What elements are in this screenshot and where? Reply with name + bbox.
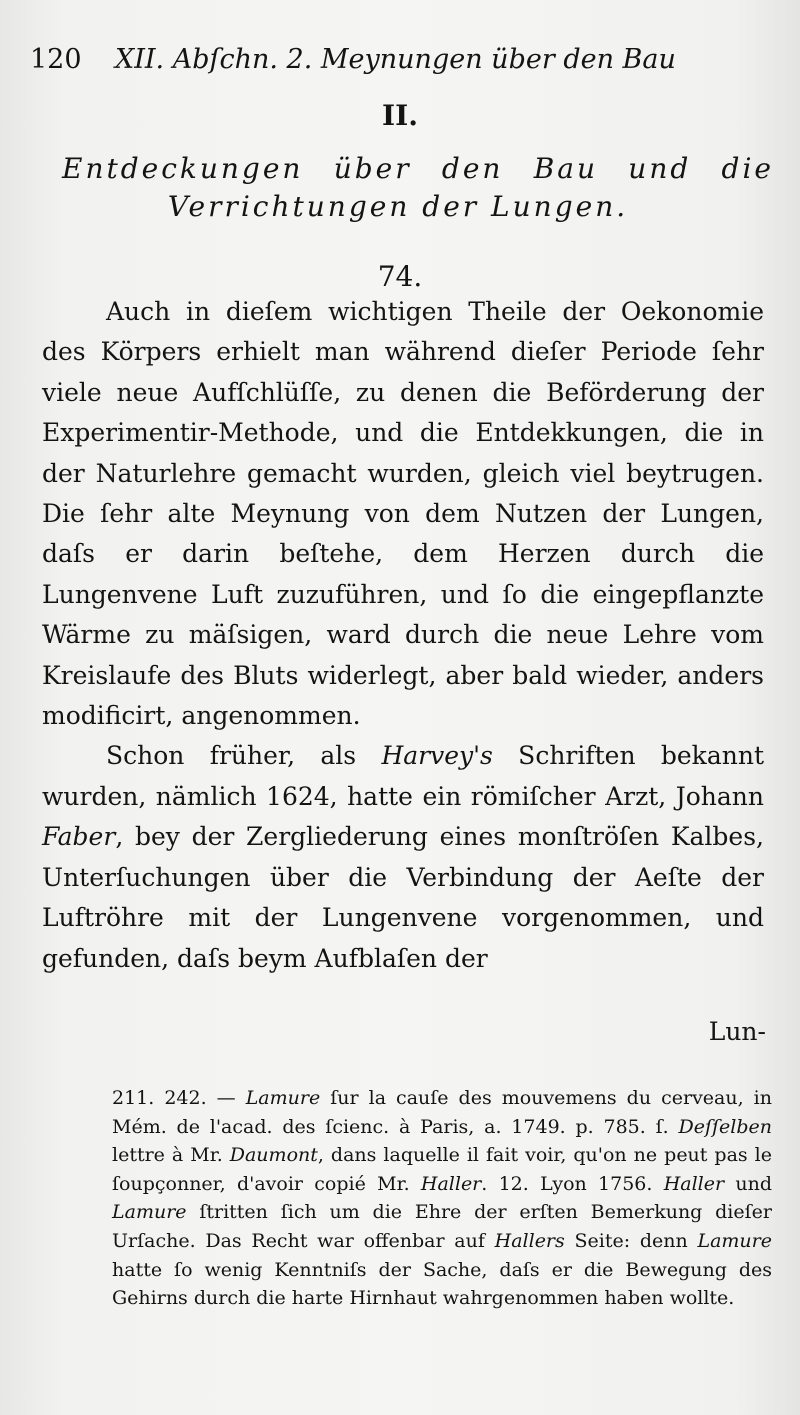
- running-head: [30, 38, 770, 82]
- footnote-name: Daumont: [229, 1144, 318, 1167]
- running-head-title: XII. Abſchn. 2. Meynungen über den Bau: [115, 44, 676, 75]
- footnote-name: Lamure: [112, 1201, 187, 1224]
- footnote-name: Lamure: [245, 1087, 321, 1109]
- paragraph-2-text: Schon früher, als: [106, 741, 382, 771]
- footnote-name: Lamure: [697, 1229, 772, 1252]
- footnote-text: hatte ſo wenig Kenntniſs der Sache, daſs er die Bewegung des Gehirns durch die harte Hirnhaut wahrgenommen haben wollte.: [112, 1258, 772, 1310]
- footnote-text: und: [724, 1172, 772, 1195]
- footnote-text: . 12. Lyon 1756.: [481, 1172, 664, 1195]
- section-title-line-1: Entdeckungen über den Bau und die: [62, 152, 774, 185]
- footnote-text: , dans laquelle il fait voir, qu'on ne peut pas le ſoupçonner, d'avoir copié Mr.: [112, 1144, 772, 1195]
- body-text: [42, 292, 764, 979]
- section-title: [62, 150, 774, 226]
- footnote: [112, 1084, 772, 1313]
- footnote-name: Haller: [420, 1172, 482, 1195]
- page-number: 120: [30, 44, 82, 75]
- paragraph-number: 74.: [377, 260, 423, 293]
- paragraph-1: Auch in dieſem wichtigen Theile der Oekonomie des Körpers erhielt man während dieſer Periode ſehr viele neue Aufſchlüſſe, zu denen die Beförderung der Experimentir-Methode, und die Entdekkungen, die in der Naturlehre gemacht wurden, gleich viel beytrugen. Die ſehr alte Meynung von dem Nutzen der Lungen, daſs er darin beſtehe, dem Herzen durch die Lungenvene Luft zuzuführen, und ſo die eingepflanzte Wärme zu mäſsigen, ward durch die neue Lehre vom Kreislaufe des Bluts widerlegt, aber bald wieder, anders modificirt, angenommen.: [42, 297, 764, 731]
- footnote-text: 211. 242. —: [112, 1087, 246, 1109]
- footnote-text: ſtritten ſich um die Ehre der erſten Bemerkung dieſer Urſache. Das Recht war offenbar auf: [112, 1201, 772, 1252]
- paragraph-2: [42, 736, 764, 978]
- name-harvey: Harvey's: [381, 741, 493, 771]
- paragraph-2-text: Schriften bekannt wurden, nämlich 1624, hatte ein römiſcher Arzt, Johann: [42, 741, 764, 811]
- footnote-text: Seite: denn: [564, 1229, 698, 1252]
- footnote-name: Hallers: [494, 1229, 565, 1252]
- footnote-name: Deſſelben: [678, 1115, 772, 1138]
- footnote-name: Haller: [663, 1172, 725, 1195]
- footnote-text: ſur la cauſe des mouvemens du cerveau, in Mém. de l'acad. des ſcienc. à Paris, a. 1749. p. 785. ſ.: [112, 1087, 772, 1138]
- catchword: Lun-: [708, 1017, 766, 1046]
- section-title-line-2: Verrichtungen der Lungen.: [167, 190, 629, 223]
- section-number: II.: [382, 99, 418, 132]
- paragraph-2-text: , bey der Zergliederung eines monſtröſen Kalbes, Unterſuchungen über die Verbindung der Aeſte der Luftröhre mit der Lungenvene vorgenommen, und gefunden, daſs beym Aufblaſen der: [42, 822, 764, 973]
- footnote-text: lettre à Mr.: [112, 1144, 230, 1167]
- name-faber: Faber: [42, 822, 116, 852]
